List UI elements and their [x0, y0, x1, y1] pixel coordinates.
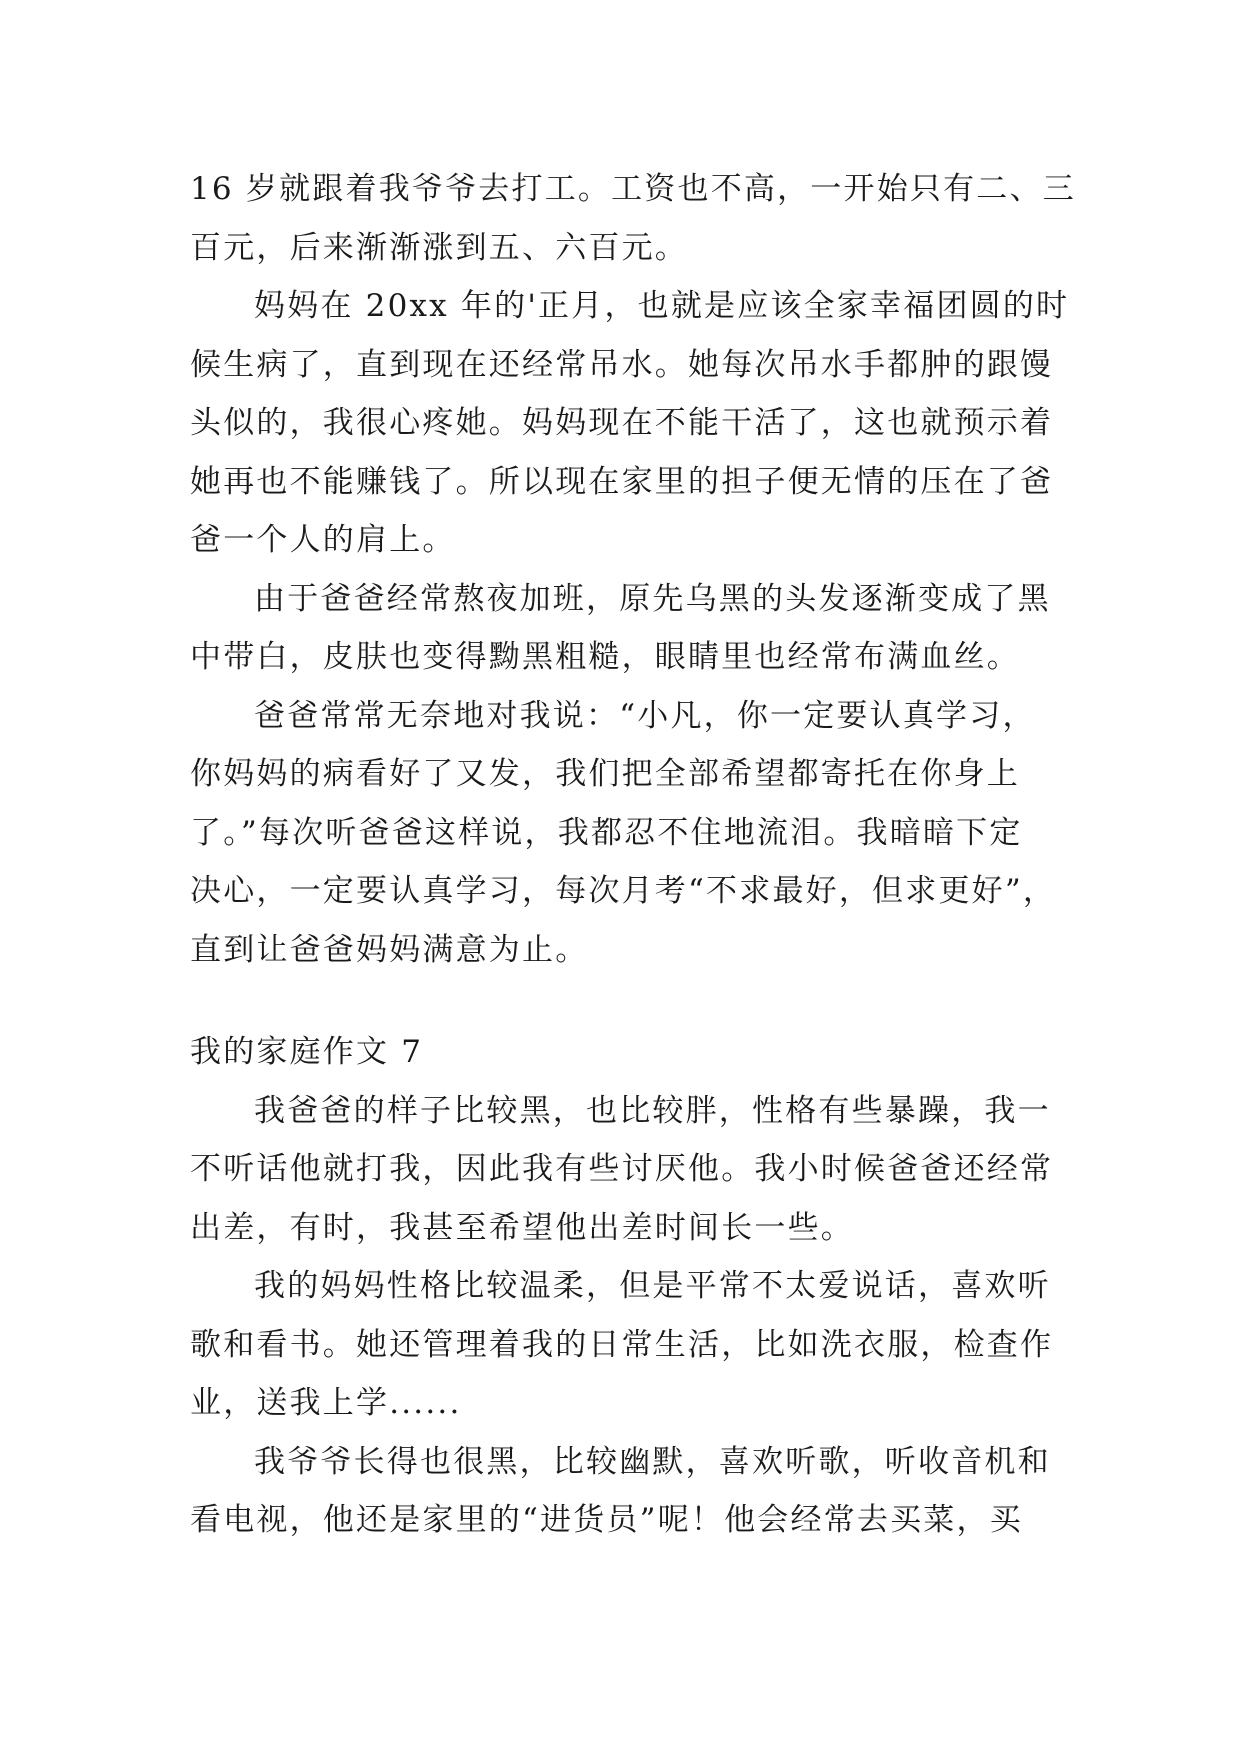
text-line: 直到让爸爸妈妈满意为止。 — [190, 931, 589, 968]
paragraph-start-line: 我爷爷长得也很黑，比较幽默，喜欢听歌，听收音机和 — [254, 1443, 1051, 1480]
paragraph-start-line: 我的妈妈性格比较温柔，但是平常不太爱说话，喜欢听 — [254, 1268, 1051, 1304]
paragraph-start-line: 我爸爸的样子比较黑，也比较胖，性格有些暴躁，我一 — [254, 1092, 1051, 1129]
text-line: 百元，后来渐渐涨到五、六百元。 — [190, 229, 688, 266]
text-line: 出差，有时，我甚至希望他出差时间长一些。 — [190, 1209, 854, 1246]
text-line: 头似的，我很心疼她。妈妈现在不能干活了，这也就预示着 — [190, 405, 1054, 441]
text-line: 业，送我上学...... — [190, 1385, 462, 1421]
text-line: 了。”每次听爸爸这样说，我都忍不住地流泪。我暗暗下定 — [190, 814, 1023, 851]
text-line: 中带白，皮肤也变得黝黑粗糙，眼睛里也经常布满血丝。 — [190, 639, 1020, 675]
paragraph-start-line: 爸爸常常无奈地对我说：“小凡，你一定要认真学习， — [254, 697, 1036, 734]
paragraph-start-line: 妈妈在 20xx 年的'正月，也就是应该全家幸福团圆的时 — [254, 288, 1070, 324]
text-line: 她再也不能赚钱了。所以现在家里的担子便无情的压在了爸 — [190, 463, 1054, 500]
text-line: 不听话他就打我，因此我有些讨厌他。我小时候爸爸还经常 — [190, 1151, 1054, 1187]
text-line: 候生病了，直到现在还经常吊水。她每次吊水手都肿的跟馒 — [190, 346, 1054, 383]
text-line: 爸一个人的肩上。 — [190, 522, 456, 558]
text-line: 歌和看书。她还管理着我的日常生活，比如洗衣服，检查作 — [190, 1326, 1054, 1363]
paragraph-start-line: 由于爸爸经常熬夜加班，原先乌黑的头发逐渐变成了黑 — [254, 580, 1051, 617]
text-line: 决心，一定要认真学习，每次月考“不求最好，但求更好”， — [190, 873, 1057, 909]
essay-7 — [190, 1023, 1060, 1550]
essay-continuation — [190, 160, 1076, 979]
text-line: 16 岁就跟着我爷爷去打工。工资也不高，一开始只有二、三 — [190, 171, 1076, 207]
text-line: 你妈妈的病看好了又发，我们把全部希望都寄托在你身上 — [190, 756, 1020, 792]
text-line: 看电视，他还是家里的“进货员”呢！他会经常去买菜，买 — [190, 1502, 1023, 1538]
essay-title: 我的家庭作文 7 — [190, 1034, 424, 1070]
